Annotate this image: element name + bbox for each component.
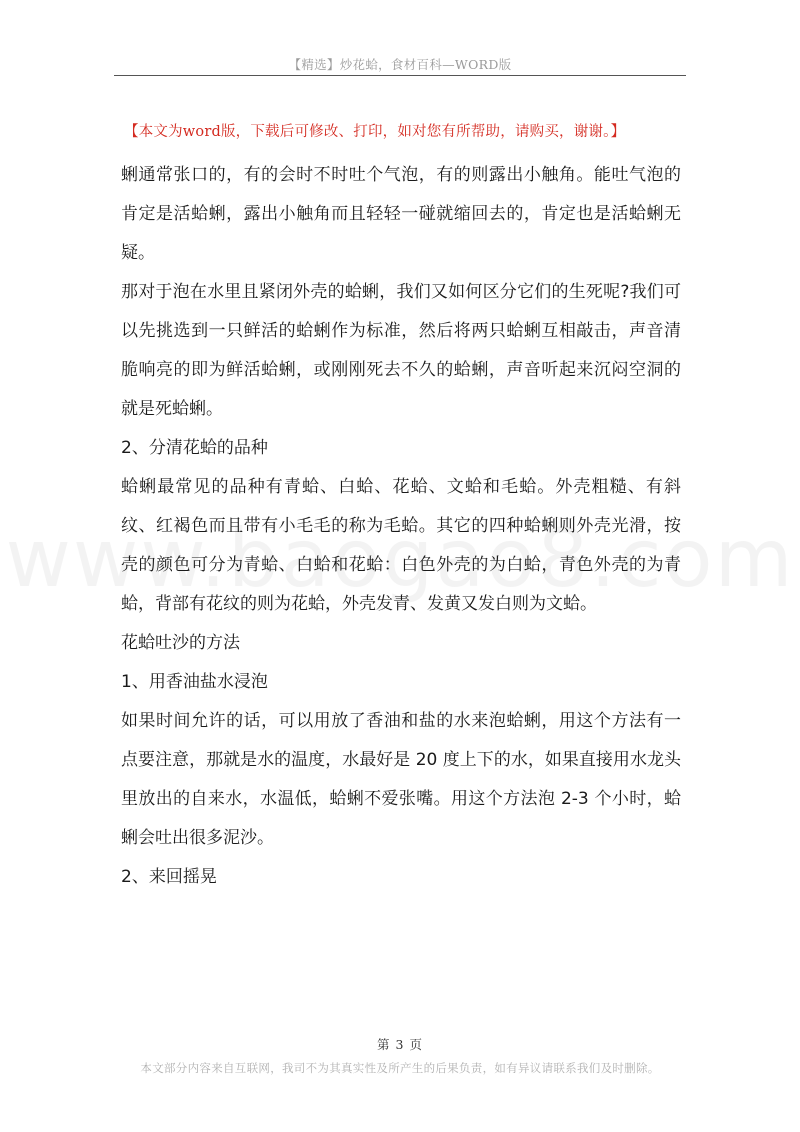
section-heading: 1、用香油盐水浸泡 bbox=[121, 672, 268, 692]
paragraph: 那对于泡在水里且紧闭外壳的蛤蜊，我们又如何区分它们的生死呢?我们可以先挑选到一只鲜活的蛤蜊作为标准，然后将两只蛤蜊互相敲击，声音清脆响亮的即为鲜活蛤蜊，或刚刚死去不久的蛤蜊，声音听起来沉闷空洞的就是死蛤蜊。 bbox=[121, 282, 681, 419]
page-header: 【精选】炒花蛤，食材百科—WORD版 bbox=[288, 57, 512, 72]
download-notice: 【本文为word版，下载后可修改、打印，如对您有所帮助，请购买，谢谢。】 bbox=[124, 124, 626, 140]
section-heading: 2、分清花蛤的品种 bbox=[121, 438, 268, 458]
paragraph: 蜊通常张口的，有的会时不时吐个气泡，有的则露出小触角。能吐气泡的肯定是活蛤蜊，露出小触角而且轻轻一碰就缩回去的，肯定也是活蛤蜊无疑。 bbox=[121, 165, 681, 263]
header-divider bbox=[114, 75, 686, 76]
paragraph: 如果时间允许的话，可以用放了香油和盐的水来泡蛤蜊，用这个方法有一点要注意，那就是水的温度，水最好是 20 度上下的水，如果直接用水龙头里放出的自来水，水温低，蛤蜊不爱张嘴。用这个方法泡 2-3 个小时，蛤蜊会吐出很多泥沙。 bbox=[121, 711, 681, 848]
section-heading: 花蛤吐沙的方法 bbox=[121, 633, 240, 653]
section-heading: 2、来回摇晃 bbox=[121, 867, 217, 887]
document-body bbox=[121, 156, 681, 897]
page-footer: 本文部分内容来自互联网，我司不为其真实性及所产生的后果负责，如有异议请联系我们及时删除。 bbox=[140, 1061, 660, 1075]
page-number: 第 3 页 bbox=[377, 1037, 423, 1052]
paragraph: 蛤蜊最常见的品种有青蛤、白蛤、花蛤、文蛤和毛蛤。外壳粗糙、有斜纹、红褐色而且带有小毛毛的称为毛蛤。其它的四种蛤蜊则外壳光滑，按壳的颜色可分为青蛤、白蛤和花蛤：白色外壳的为白蛤，青色外壳的为青蛤，背部有花纹的则为花蛤，外壳发青、发黄又发白则为文蛤。 bbox=[121, 477, 681, 614]
